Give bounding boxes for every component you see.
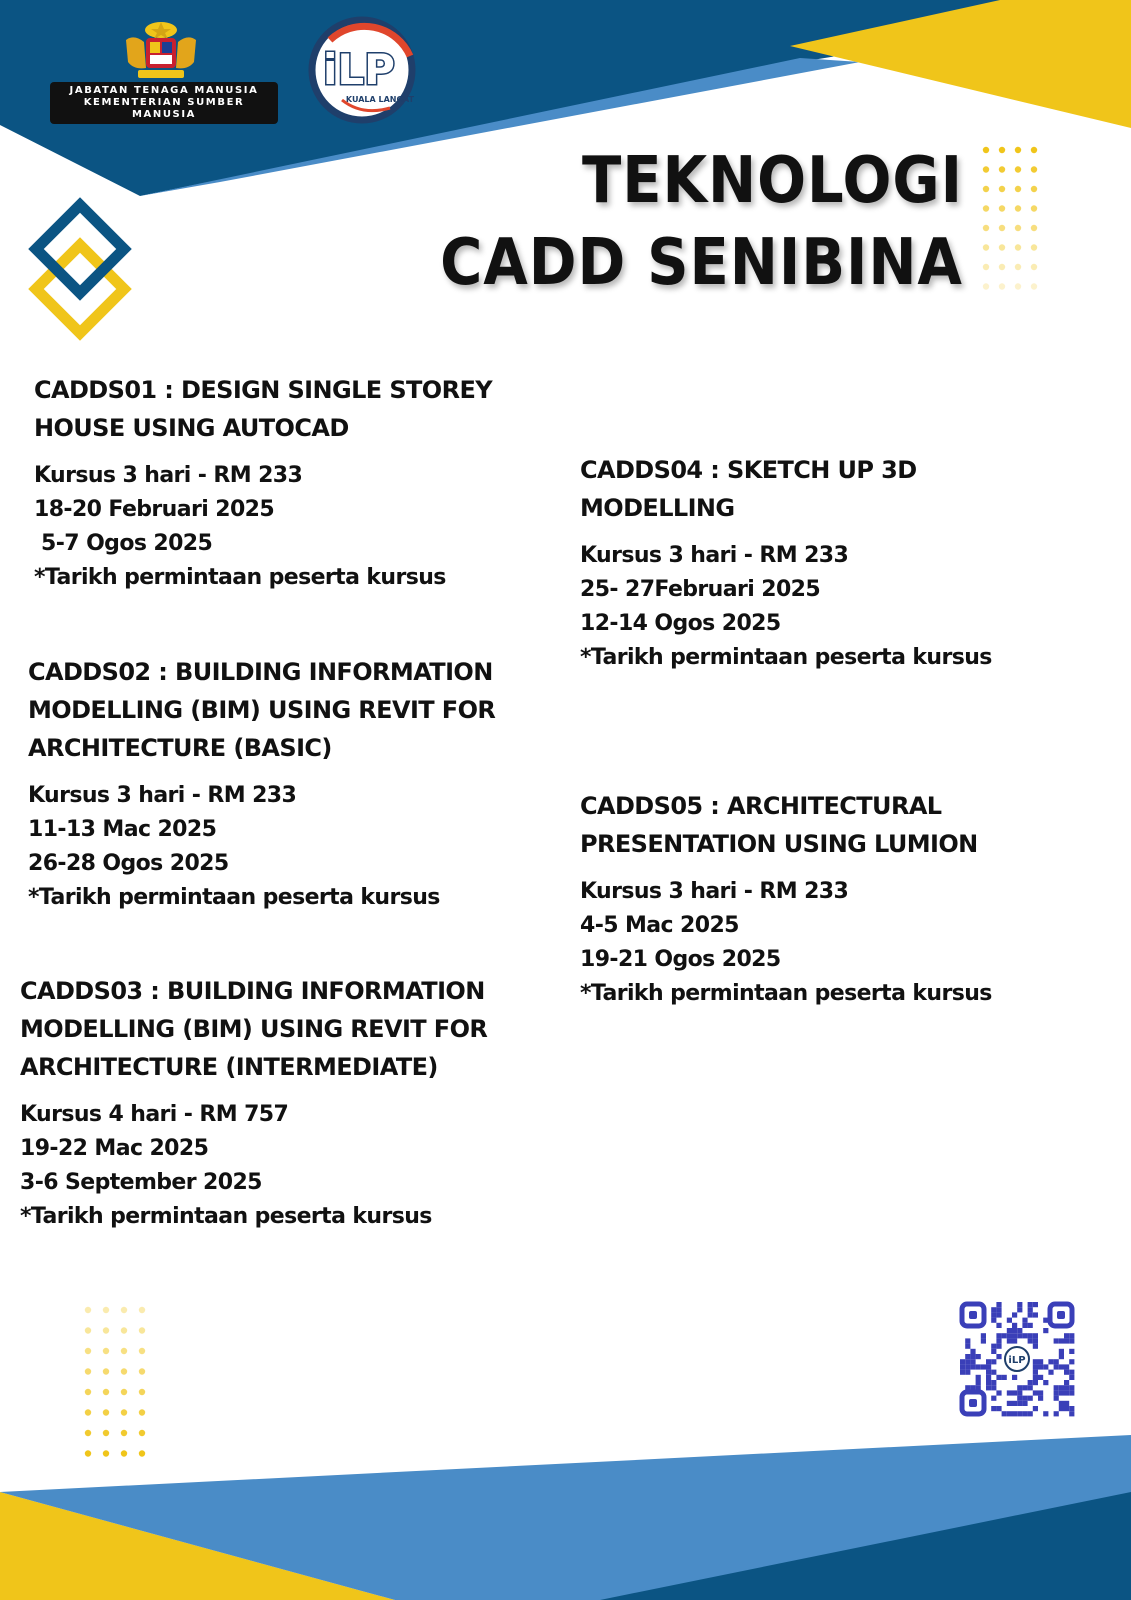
qr-module — [1028, 1385, 1033, 1390]
agency-name-banner — [50, 82, 278, 124]
qr-module — [996, 1312, 1001, 1317]
qr-module — [965, 1370, 970, 1375]
qr-module — [965, 1354, 970, 1359]
course-date: 12-14 Ogos 2025 — [580, 611, 781, 636]
decorative-dot — [121, 1307, 127, 1313]
qr-module — [1007, 1328, 1012, 1333]
qr-module — [996, 1338, 1001, 1343]
decorative-dot — [999, 264, 1005, 270]
qr-module — [1054, 1390, 1059, 1395]
qr-module — [1054, 1396, 1059, 1401]
qr-module — [991, 1406, 996, 1411]
course-note: *Tarikh permintaan peserta kursus — [34, 565, 446, 590]
decorative-dot — [103, 1368, 109, 1374]
qr-module — [991, 1344, 996, 1349]
qr-module — [970, 1364, 975, 1369]
qr-module — [1017, 1307, 1022, 1312]
qr-module — [1064, 1333, 1069, 1338]
qr-module — [1064, 1380, 1069, 1385]
qr-module — [986, 1375, 991, 1380]
qr-module — [996, 1333, 1001, 1338]
qr-module — [1022, 1385, 1027, 1390]
qr-module — [981, 1333, 986, 1338]
qr-module — [1043, 1380, 1048, 1385]
qr-module — [976, 1364, 981, 1369]
qr-module — [1059, 1338, 1064, 1343]
qr-module — [965, 1359, 970, 1364]
qr-module — [1054, 1411, 1059, 1416]
course-block-cadds05 — [580, 787, 1020, 1011]
qr-module — [1054, 1359, 1059, 1364]
qr-module — [1033, 1344, 1038, 1349]
qr-module — [1017, 1385, 1022, 1390]
decorative-dot — [103, 1327, 109, 1333]
decorative-dot — [121, 1409, 127, 1415]
qr-module — [1012, 1323, 1017, 1328]
course-title: CADDS04 : SKETCH UP 3D MODELLING — [580, 456, 917, 522]
qr-module — [1028, 1411, 1033, 1416]
qr-module — [986, 1380, 991, 1385]
qr-module — [1054, 1364, 1059, 1369]
qr-module — [1017, 1390, 1022, 1395]
qr-module — [1012, 1312, 1017, 1317]
qr-module — [1069, 1359, 1074, 1364]
qr-module — [996, 1344, 1001, 1349]
qr-module — [1043, 1411, 1048, 1416]
course-title: CADDS05 : ARCHITECTURAL PRESENTATION USING LUMION — [580, 792, 978, 858]
qr-module — [965, 1364, 970, 1369]
title-line-1: TEKNOLOGI — [582, 144, 963, 218]
qr-module — [1069, 1333, 1074, 1338]
decorative-dot — [999, 244, 1005, 250]
qr-module — [1069, 1349, 1074, 1354]
dot-grid-bottom-left — [85, 1307, 145, 1457]
course-duration-fee: Kursus 3 hari - RM 233 — [580, 543, 849, 568]
coat-of-arms-emblem — [120, 20, 202, 84]
qr-module — [965, 1338, 970, 1343]
qr-module — [991, 1385, 996, 1390]
qr-module — [1022, 1323, 1027, 1328]
qr-module — [1022, 1318, 1027, 1323]
qr-module — [1038, 1359, 1043, 1364]
qr-module — [1064, 1338, 1069, 1343]
qr-module — [1059, 1349, 1064, 1354]
qr-module — [981, 1364, 986, 1369]
qr-module — [1033, 1333, 1038, 1338]
qr-module — [1033, 1364, 1038, 1369]
qr-module — [1007, 1338, 1012, 1343]
qr-module — [1038, 1375, 1043, 1380]
qr-module — [1012, 1328, 1017, 1333]
decorative-dot — [103, 1430, 109, 1436]
qr-module — [1038, 1396, 1043, 1401]
qr-module — [1064, 1385, 1069, 1390]
qr-module — [991, 1396, 996, 1401]
qr-module — [1069, 1411, 1074, 1416]
qr-module — [1002, 1411, 1007, 1416]
course-title: CADDS03 : BUILDING INFORMATION MODELLING (BIM) USING REVIT FOR ARCHITECTURE (INTERMEDIATE) — [20, 977, 488, 1081]
decorative-dot — [103, 1389, 109, 1395]
decorative-dot — [103, 1348, 109, 1354]
qr-module — [996, 1375, 1001, 1380]
qr-module — [1007, 1318, 1012, 1323]
qr-module — [996, 1354, 1001, 1359]
qr-module — [1048, 1359, 1053, 1364]
qr-module — [1002, 1333, 1007, 1338]
decorative-dot — [1015, 264, 1021, 270]
qr-module — [1069, 1406, 1074, 1411]
decorative-dot — [1015, 147, 1021, 153]
qr-module — [1028, 1302, 1033, 1307]
dot-grid-top-right — [983, 147, 1037, 290]
qr-module — [991, 1359, 996, 1364]
course-date: 11-13 Mac 2025 — [28, 817, 217, 842]
qr-code[interactable] — [958, 1300, 1076, 1418]
qr-module — [1022, 1396, 1027, 1401]
decorative-dot — [983, 244, 989, 250]
course-duration-fee: Kursus 3 hari - RM 233 — [580, 879, 849, 904]
course-date: 5-7 Ogos 2025 — [34, 531, 213, 556]
qr-module — [1033, 1302, 1038, 1307]
qr-module — [1069, 1390, 1074, 1395]
qr-module — [1033, 1312, 1038, 1317]
qr-module — [986, 1385, 991, 1390]
decorative-dot — [121, 1348, 127, 1354]
qr-module — [965, 1344, 970, 1349]
decorative-dot — [1031, 264, 1037, 270]
decorative-dot — [1031, 225, 1037, 231]
qr-module — [991, 1307, 996, 1312]
decorative-dot — [1015, 166, 1021, 172]
qr-module — [986, 1364, 991, 1369]
qr-module — [1054, 1338, 1059, 1343]
course-block-cadds01 — [34, 371, 524, 595]
qr-module — [1028, 1333, 1033, 1338]
decorative-dot — [999, 166, 1005, 172]
qr-module — [1059, 1406, 1064, 1411]
qr-module — [1059, 1401, 1064, 1406]
qr-module — [1017, 1396, 1022, 1401]
qr-module — [1028, 1307, 1033, 1312]
decorative-dot — [1031, 186, 1037, 192]
qr-module — [1033, 1370, 1038, 1375]
decorative-dot — [85, 1409, 91, 1415]
qr-module — [1043, 1364, 1048, 1369]
qr-module — [1007, 1401, 1012, 1406]
course-note: *Tarikh permintaan peserta kursus — [580, 645, 992, 670]
qr-module — [1064, 1390, 1069, 1395]
decorative-dot — [139, 1307, 145, 1313]
qr-module — [1069, 1370, 1074, 1375]
course-title: CADDS02 : BUILDING INFORMATION MODELLING (BIM) USING REVIT FOR ARCHITECTURE (BASIC) — [28, 658, 496, 762]
course-block-cadds03 — [20, 972, 528, 1234]
qr-module — [1033, 1380, 1038, 1385]
decorative-dot — [85, 1450, 91, 1456]
qr-module — [1028, 1323, 1033, 1328]
qr-module — [960, 1359, 965, 1364]
qr-module — [1033, 1359, 1038, 1364]
qr-module — [1012, 1390, 1017, 1395]
course-date: 4-5 Mac 2025 — [580, 913, 739, 938]
decorative-dot — [983, 147, 989, 153]
qr-module — [1043, 1328, 1048, 1333]
qr-module — [1007, 1390, 1012, 1395]
qr-module — [996, 1323, 1001, 1328]
qr-module — [1012, 1333, 1017, 1338]
agency-line-1: JABATAN TENAGA MANUSIA — [69, 85, 259, 96]
qr-module — [1069, 1338, 1074, 1343]
course-block-cadds02 — [28, 653, 528, 915]
decorative-dot — [139, 1348, 145, 1354]
course-note: *Tarikh permintaan peserta kursus — [20, 1204, 432, 1229]
decorative-dot — [999, 205, 1005, 211]
decorative-dot — [983, 186, 989, 192]
qr-module — [960, 1370, 965, 1375]
decorative-dot — [983, 205, 989, 211]
decorative-dot — [999, 186, 1005, 192]
decorative-dot — [139, 1409, 145, 1415]
qr-module — [996, 1390, 1001, 1395]
qr-module — [1054, 1385, 1059, 1390]
decorative-dot — [1015, 205, 1021, 211]
decorative-dot — [139, 1430, 145, 1436]
decorative-dot — [999, 225, 1005, 231]
qr-module — [1028, 1312, 1033, 1317]
decorative-dot — [121, 1368, 127, 1374]
decorative-dot — [121, 1327, 127, 1333]
qr-module — [1017, 1328, 1022, 1333]
qr-module — [1012, 1338, 1017, 1343]
course-duration-fee: Kursus 4 hari - RM 757 — [20, 1102, 289, 1127]
decorative-dot — [1031, 166, 1037, 172]
decorative-dot — [103, 1450, 109, 1456]
qr-module — [976, 1354, 981, 1359]
qr-module — [996, 1406, 1001, 1411]
qr-module — [991, 1370, 996, 1375]
decorative-dot — [85, 1307, 91, 1313]
course-duration-fee: Kursus 3 hari - RM 233 — [34, 463, 303, 488]
qr-module — [1028, 1396, 1033, 1401]
qr-module — [1007, 1411, 1012, 1416]
course-date: 26-28 Ogos 2025 — [28, 851, 229, 876]
qr-module — [981, 1338, 986, 1343]
qr-module — [1012, 1401, 1017, 1406]
qr-module — [1017, 1401, 1022, 1406]
qr-module — [1017, 1411, 1022, 1416]
poster-title — [382, 140, 963, 304]
diamond-ornament — [36, 205, 124, 333]
qr-module — [1017, 1333, 1022, 1338]
ilp-kuala-langat-logo — [300, 16, 424, 124]
course-date: 19-22 Mac 2025 — [20, 1136, 209, 1161]
course-duration-fee: Kursus 3 hari - RM 233 — [28, 783, 297, 808]
qr-module — [1002, 1375, 1007, 1380]
decorative-dot — [85, 1348, 91, 1354]
qr-module — [1033, 1390, 1038, 1395]
decorative-dot — [85, 1430, 91, 1436]
qr-module — [996, 1307, 1001, 1312]
qr-module — [1007, 1333, 1012, 1338]
course-date: 3-6 September 2025 — [20, 1170, 262, 1195]
decorative-dot — [983, 166, 989, 172]
course-date: 19-21 Ogos 2025 — [580, 947, 781, 972]
decorative-dot — [139, 1450, 145, 1456]
qr-module — [1033, 1375, 1038, 1380]
qr-module — [991, 1380, 996, 1385]
qr-module — [1059, 1354, 1064, 1359]
decorative-dot — [999, 147, 1005, 153]
decorative-dot — [139, 1368, 145, 1374]
qr-module — [1022, 1411, 1027, 1416]
qr-module — [991, 1312, 996, 1317]
ilp-logo-text: iLP — [323, 45, 395, 94]
qr-module — [960, 1364, 965, 1369]
qr-module — [991, 1349, 996, 1354]
qr-module — [1033, 1338, 1038, 1343]
ilp-logo-subtext: KUALA LANGAT — [345, 95, 415, 104]
decorative-dot — [1031, 244, 1037, 250]
qr-module — [1012, 1375, 1017, 1380]
course-block-cadds04 — [580, 451, 1010, 675]
course-title: CADDS01 : DESIGN SINGLE STOREY HOUSE USING AUTOCAD — [34, 376, 493, 442]
decorative-dot — [1015, 283, 1021, 289]
qr-module — [1064, 1401, 1069, 1406]
qr-module — [1038, 1364, 1043, 1369]
qr-module — [986, 1359, 991, 1364]
decorative-dot — [85, 1389, 91, 1395]
qr-module — [1012, 1411, 1017, 1416]
decorative-dot — [1015, 244, 1021, 250]
decorative-dot — [139, 1389, 145, 1395]
qr-module — [976, 1375, 981, 1380]
course-date: 18-20 Februari 2025 — [34, 497, 275, 522]
course-note: *Tarikh permintaan peserta kursus — [580, 981, 992, 1006]
qr-module — [1022, 1333, 1027, 1338]
decorative-dot — [1031, 205, 1037, 211]
agency-line-2: KEMENTERIAN SUMBER MANUSIA — [83, 97, 245, 120]
decorative-dot — [121, 1430, 127, 1436]
qr-module — [1069, 1375, 1074, 1380]
qr-module — [996, 1302, 1001, 1307]
qr-module — [970, 1354, 975, 1359]
qr-module — [1017, 1302, 1022, 1307]
qr-module — [991, 1318, 996, 1323]
decorative-dot — [85, 1327, 91, 1333]
course-date: 25- 27Februari 2025 — [580, 577, 821, 602]
qr-module — [1028, 1338, 1033, 1343]
decorative-dot — [983, 264, 989, 270]
qr-module — [1069, 1385, 1074, 1390]
decorative-dot — [85, 1368, 91, 1374]
decorative-dot — [121, 1450, 127, 1456]
qr-module — [1048, 1370, 1053, 1375]
qr-module — [976, 1380, 981, 1385]
decorative-dot — [983, 225, 989, 231]
qr-module — [970, 1349, 975, 1354]
decorative-dot — [999, 283, 1005, 289]
qr-module — [1022, 1401, 1027, 1406]
qr-module — [1028, 1380, 1033, 1385]
qr-module — [1038, 1390, 1043, 1395]
decorative-dot — [103, 1409, 109, 1415]
qr-module — [1059, 1385, 1064, 1390]
decorative-dot — [1015, 225, 1021, 231]
decorative-dot — [983, 283, 989, 289]
decorative-dot — [121, 1389, 127, 1395]
qr-module — [970, 1359, 975, 1364]
title-line-2: CADD SENIBINA — [440, 226, 963, 300]
qr-module — [1033, 1406, 1038, 1411]
qr-module — [1059, 1390, 1064, 1395]
qr-center-logo-text: iLP — [1008, 1355, 1026, 1366]
qr-module — [986, 1370, 991, 1375]
decorative-dot — [103, 1307, 109, 1313]
qr-module — [1059, 1364, 1064, 1369]
course-note: *Tarikh permintaan peserta kursus — [28, 885, 440, 910]
qr-module — [1064, 1406, 1069, 1411]
qr-module — [1064, 1364, 1069, 1369]
decorative-dot — [1031, 147, 1037, 153]
decorative-dot — [139, 1327, 145, 1333]
decorative-dot — [1015, 186, 1021, 192]
decorative-dot — [1031, 283, 1037, 289]
qr-module — [1064, 1370, 1069, 1375]
